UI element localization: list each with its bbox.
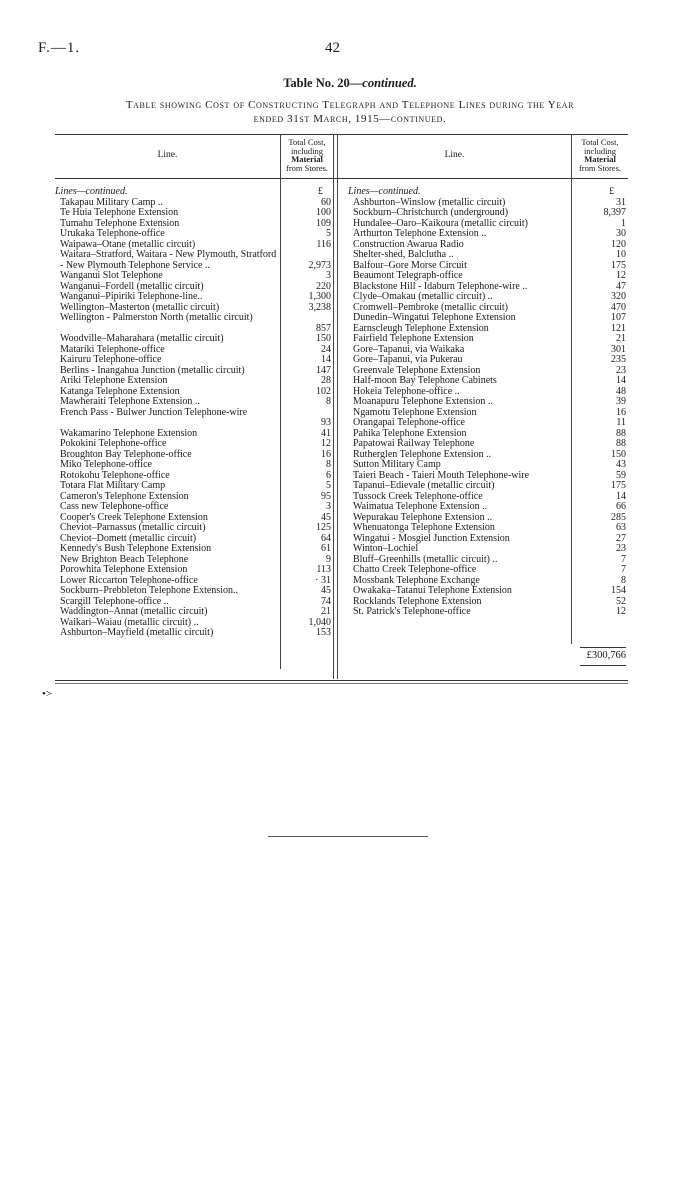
left-row	[55, 355, 331, 366]
left-line-name: Miko Telephone-office	[60, 459, 152, 470]
left-line-cost: 150	[316, 333, 331, 344]
right-line-cost: 175	[611, 259, 626, 271]
right-row	[348, 292, 626, 303]
left-row	[55, 397, 331, 408]
left-line-name: Kennedy's Bush Telephone Extension	[60, 543, 212, 554]
right-line-name: Balfour–Gore Morse Circuit	[353, 259, 467, 271]
left-line-cost: 100	[316, 207, 331, 218]
left-line-cost: 24	[321, 343, 331, 355]
left-line-name: Cheviot–Parnassus (metallic circuit)	[60, 522, 206, 533]
left-line-cost: 45	[321, 511, 331, 523]
right-line-name: Pahika Telephone Extension	[353, 427, 467, 439]
left-line-name: Ashburton–Mayfield (metallic circuit)	[60, 627, 214, 638]
left-line-cost: 61	[321, 543, 331, 554]
right-currency-row	[348, 187, 626, 198]
right-line-name: Gore–Tapanui, via Waikaka	[353, 343, 465, 355]
right-line-cost: 12	[616, 270, 626, 281]
left-line-cost: 220	[316, 280, 331, 292]
left-line-cost: 1,040	[308, 616, 331, 628]
right-row	[348, 208, 626, 219]
right-line-cost: 30	[616, 228, 626, 239]
left-line-cost: 41	[321, 427, 331, 439]
right-line-name: Waimatua Telephone Extension ..	[353, 501, 488, 512]
right-line-cost: 120	[611, 238, 626, 250]
left-section-label: Lines—continued.	[55, 186, 128, 197]
right-row	[348, 250, 626, 261]
left-line-name: Ariki Telephone Extension	[60, 375, 168, 386]
left-line-name: Berlins - Inangahua Junction (metallic circuit)	[60, 364, 245, 376]
right-line-cost: 88	[616, 438, 626, 449]
table-title-main: Table No. 20	[283, 76, 350, 90]
subtitle-line-1: Table showing Cost of Constructing Telegraph and Telephone Lines during the Year	[125, 99, 575, 111]
left-line-cost: 857	[316, 322, 331, 334]
page-number: 42	[325, 40, 340, 56]
left-line-cost: 116	[316, 238, 331, 250]
right-row	[348, 460, 626, 471]
cost-header-r3: Material	[584, 154, 616, 164]
left-line-name: Cheviot–Domett (metallic circuit)	[60, 532, 197, 544]
right-line-cost: 107	[611, 312, 626, 323]
right-line-name: Greenvale Telephone Extension	[353, 364, 481, 376]
right-col-cost-header	[572, 138, 628, 172]
right-line-name: Winton–Lochiel	[353, 543, 419, 554]
left-line-cost: 109	[316, 217, 331, 229]
left-line-cost: 147	[316, 364, 331, 376]
right-line-cost: 12	[616, 606, 626, 617]
left-row	[55, 313, 331, 334]
left-line-cost: 102	[316, 385, 331, 397]
left-line-cost: 113	[316, 564, 331, 575]
left-row	[55, 439, 331, 450]
right-line-name: Orangapai Telephone-office	[353, 417, 465, 428]
left-row	[55, 376, 331, 387]
right-line-cost: 285	[611, 511, 626, 523]
left-line-cost: 16	[321, 448, 331, 460]
left-row	[55, 292, 331, 303]
right-line-name: Sockburn–Christchurch (underground)	[353, 207, 509, 218]
right-column	[348, 187, 626, 618]
right-line-cost: 8,397	[603, 207, 626, 218]
left-line-name: Cass new Telephone-office	[60, 501, 169, 512]
right-line-name: Mossbank Telephone Exchange	[353, 574, 480, 586]
right-line-name: Whenuatonga Telephone Extension	[353, 522, 495, 533]
right-line-cost: 235	[611, 354, 626, 365]
right-line-name: St. Patrick's Telephone-office	[353, 606, 471, 617]
cost-header-r1: Total Cost,	[581, 137, 619, 147]
left-line-name: Woodville–Maharahara (metallic circuit)	[60, 333, 224, 344]
left-line-cost: 93	[321, 417, 331, 428]
left-line-cost: 60	[321, 196, 331, 208]
left-line-cost: 9	[326, 553, 331, 565]
left-line-cost: 125	[316, 522, 331, 533]
left-line-name: New Brighton Beach Telephone	[60, 553, 189, 565]
left-line-cost: 6	[326, 469, 331, 481]
left-row	[55, 229, 331, 240]
table-bottom-rule-2	[55, 683, 628, 684]
right-line-name: Sutton Military Camp	[353, 459, 441, 470]
left-currency: £	[318, 186, 323, 197]
left-line-name: Wanganui Slot Telephone	[60, 270, 163, 281]
left-line-cost: 2,973	[308, 259, 331, 271]
left-line-cost: 3	[326, 501, 331, 512]
right-line-cost: 14	[616, 490, 626, 502]
right-line-name: Papatowai Railway Telephone	[353, 438, 475, 449]
right-line-cost: 27	[616, 532, 626, 544]
right-line-name: Earnscleugh Telephone Extension	[353, 322, 489, 334]
left-line-name: Mawheraiti Telephone Extension ..	[60, 396, 200, 407]
right-line-cost: 175	[611, 480, 626, 491]
left-row	[55, 271, 331, 282]
left-column	[55, 187, 331, 639]
left-line-cost: 14	[321, 354, 331, 365]
right-line-name: Construction Awarua Radio	[353, 238, 464, 250]
right-line-cost: 8	[621, 574, 626, 586]
left-line-cost: 8	[326, 459, 331, 470]
page-end-rule	[268, 836, 428, 837]
left-line-cost: · 31	[315, 574, 331, 586]
page-ref: F.—1.	[38, 40, 81, 56]
left-line-name: Wakamarino Telephone Extension	[60, 427, 198, 439]
right-row	[348, 439, 626, 450]
right-line-name: Rocklands Telephone Extension	[353, 595, 482, 607]
left-line-cost: 153	[316, 627, 331, 638]
right-line-name: Dunedin–Wingatui Telephone Extension	[353, 312, 516, 323]
right-line-cost: 7	[621, 564, 626, 575]
right-line-cost: 1	[621, 217, 626, 229]
left-line-name: Takapau Military Camp ..	[60, 196, 163, 208]
left-line-cost: 74	[321, 595, 331, 607]
left-line-name: Wanganui–Fordell (metallic circuit)	[60, 280, 204, 292]
left-line-cost: 12	[321, 438, 331, 449]
right-line-name: Tussock Creek Telephone-office	[353, 490, 483, 502]
right-line-name: Fairfield Telephone Extension	[353, 333, 474, 344]
left-row	[55, 208, 331, 219]
left-line-cost: 5	[326, 228, 331, 239]
left-row	[55, 544, 331, 555]
left-line-name: Wanganui–Pipiriki Telephone-line..	[60, 291, 203, 302]
right-line-cost: 88	[616, 427, 626, 439]
left-line-name: Scargill Telephone-office ..	[60, 595, 169, 607]
right-line-cost: 66	[616, 501, 626, 512]
right-line-cost: 11	[616, 417, 626, 428]
left-row	[55, 586, 331, 597]
right-line-cost: 52	[616, 595, 626, 607]
right-row	[348, 229, 626, 240]
left-line-cost: 1,300	[308, 291, 331, 302]
left-row	[55, 502, 331, 513]
right-row	[348, 376, 626, 387]
left-row	[55, 628, 331, 639]
right-line-cost: 43	[616, 459, 626, 470]
table-top-rule	[55, 134, 628, 135]
right-line-name: Cromwell–Pembroke (metallic circuit)	[353, 301, 508, 313]
left-row	[55, 565, 331, 576]
left-row	[55, 523, 331, 534]
left-line-cost: 5	[326, 480, 331, 491]
left-line-cost: 3	[326, 270, 331, 281]
left-line-name: Waitara–Stratford, Waitara - New Plymouth, Stratford - New Plymouth Telephone Service ..	[60, 249, 277, 271]
left-line-name: Wellington–Masterton (metallic circuit)	[60, 301, 220, 313]
right-line-cost: 31	[616, 196, 626, 208]
right-row	[348, 586, 626, 597]
left-line-cost: 21	[321, 606, 331, 617]
cost-header-r4: from Stores.	[578, 162, 622, 173]
left-line-name: French Pass - Bulwer Junction Telephone-wire	[60, 406, 248, 418]
right-line-name: Wepurakau Telephone Extension ..	[353, 511, 493, 523]
left-line-name: Katanga Telephone Extension	[60, 385, 180, 397]
right-currency: £	[609, 186, 614, 197]
right-line-name: Hundalee–Oaro–Kaikoura (metallic circuit)	[353, 217, 528, 229]
right-line-cost: 47	[616, 280, 626, 292]
right-row	[348, 544, 626, 555]
left-line-name: Urukaka Telephone-office	[60, 228, 165, 239]
right-row	[348, 313, 626, 324]
right-line-name: Owakaka–Tatanui Telephone Extension	[353, 585, 512, 596]
left-col-cost-header	[281, 138, 333, 172]
right-row	[348, 271, 626, 282]
left-line-name: Cooper's Creek Telephone Extension	[60, 511, 208, 523]
right-line-name: Ashburton–Winslow (metallic circuit)	[353, 196, 506, 208]
right-row	[348, 397, 626, 408]
right-line-name: Tapanui–Edievale (metallic circuit)	[353, 480, 495, 491]
subtitle-line-2: ended 31st March, 1915—continued.	[253, 113, 447, 125]
right-line-cost: 154	[611, 585, 626, 596]
left-line-cost: 95	[321, 490, 331, 502]
center-divider-a	[333, 134, 334, 679]
right-row	[348, 334, 626, 345]
right-line-name: Shelter-shed, Balclutha ..	[353, 249, 454, 260]
right-row	[348, 355, 626, 366]
right-line-cost: 39	[616, 396, 626, 407]
cost-header-r2: including	[583, 145, 617, 156]
left-line-name: Te Huia Telephone Extension	[60, 207, 179, 218]
right-row	[348, 523, 626, 534]
right-row	[348, 481, 626, 492]
left-line-name: Waddington–Annat (metallic circuit)	[60, 606, 208, 617]
left-col-line-header: Line.	[157, 150, 178, 160]
left-line-name: Kairuru Telephone-office	[60, 354, 162, 365]
right-row	[348, 565, 626, 576]
table-title-cont: —continued.	[349, 76, 417, 90]
right-line-cost: 48	[616, 385, 626, 397]
left-line-name: Totara Flat Military Camp	[60, 480, 166, 491]
left-line-cost: 8	[326, 396, 331, 407]
right-col-line-header: Line.	[444, 150, 465, 160]
left-line-name: Wellington - Palmerston North (metallic circuit)	[60, 312, 253, 323]
left-line-name: Matariki Telephone-office	[60, 343, 165, 355]
right-line-cost: 150	[611, 448, 626, 460]
left-line-name: Sockburn–Prebbleton Telephone Extension..	[60, 585, 238, 596]
right-line-cost: 16	[616, 406, 626, 418]
right-line-name: Arthurton Telephone Extension ..	[353, 228, 487, 239]
right-line-name: Taieri Beach - Taieri Mouth Telephone-wire	[353, 469, 530, 481]
left-line-name: Tumahu Telephone Extension	[60, 217, 180, 229]
cost-header-l2: including	[290, 145, 324, 156]
left-line-name: Cameron's Telephone Extension	[60, 490, 189, 502]
left-row	[55, 607, 331, 618]
right-line-cost: 23	[616, 543, 626, 554]
right-line-name: Ngamotu Telephone Extension	[353, 406, 477, 418]
cost-header-l4: from Stores.	[285, 162, 329, 173]
right-line-cost: 470	[611, 301, 626, 313]
right-line-name: Clyde–Omakau (metallic circuit) ..	[353, 291, 493, 302]
left-line-name: Lower Riccarton Telephone-office	[60, 574, 198, 586]
right-line-name: Moanapuru Telephone Extension ..	[353, 396, 493, 407]
right-line-cost: 59	[616, 469, 626, 481]
left-line-cost: 28	[321, 375, 331, 386]
right-section-label: Lines—continued.	[348, 186, 421, 197]
total-bottom-rule	[580, 665, 626, 666]
right-line-name: Beaumont Telegraph-office	[353, 270, 463, 281]
right-line-cost: 121	[611, 322, 626, 334]
table-bottom-rule-1	[55, 680, 628, 681]
left-line-name: Waikari–Waiau (metallic circuit) ..	[60, 616, 199, 628]
left-line-cost: 3,238	[308, 301, 331, 313]
right-line-cost: 10	[616, 249, 626, 260]
left-row	[55, 334, 331, 345]
left-line-name: Broughton Bay Telephone-office	[60, 448, 192, 460]
left-line-name: Rotokohu Telephone-office	[60, 469, 170, 481]
right-line-name: Chatto Creek Telephone-office	[353, 564, 477, 575]
center-divider-b	[337, 134, 338, 679]
right-line-name: Gore–Tapanui, via Pukerau	[353, 354, 463, 365]
right-line-cost: 320	[611, 291, 626, 302]
right-line-cost: 23	[616, 364, 626, 376]
right-row	[348, 607, 626, 618]
right-line-name: Hokeia Telephone-office ..	[353, 385, 460, 397]
left-currency-row	[55, 187, 331, 198]
table-header-rule	[55, 178, 628, 179]
table-title	[0, 76, 700, 91]
right-row	[348, 502, 626, 513]
left-line-cost: 64	[321, 532, 331, 544]
right-line-name: Rutherglen Telephone Extension ..	[353, 448, 492, 460]
left-row	[55, 460, 331, 471]
left-row	[55, 481, 331, 492]
footer-mark: •>	[42, 688, 53, 700]
right-row	[348, 418, 626, 429]
right-line-cost: 14	[616, 375, 626, 386]
right-line-cost: 21	[616, 333, 626, 344]
right-line-name: Wingatui - Mosgiel Junction Extension	[353, 532, 510, 544]
left-line-name: Waipawa–Otane (metallic circuit)	[60, 238, 196, 250]
total-top-rule	[580, 647, 626, 648]
cost-header-l3: Material	[291, 154, 323, 164]
left-line-cost: 45	[321, 585, 331, 596]
left-line-name: Pokokini Telephone-office	[60, 438, 167, 449]
grand-total: £300,766	[586, 650, 626, 661]
right-line-name: Half-moon Bay Telephone Cabinets	[353, 375, 497, 386]
right-line-name: Bluff–Greenhills (metallic circuit) ..	[353, 553, 498, 565]
left-row	[55, 250, 331, 271]
right-line-cost: 7	[621, 553, 626, 565]
cost-header-l1: Total Cost,	[288, 137, 326, 147]
left-row	[55, 408, 331, 429]
table-subtitle	[50, 98, 650, 126]
left-line-name: Porowhita Telephone Extension	[60, 564, 188, 575]
right-line-cost: 63	[616, 522, 626, 533]
right-line-name: Blackstone Hill - Idaburn Telephone-wire ..	[353, 280, 528, 292]
right-line-cost: 301	[611, 343, 626, 355]
